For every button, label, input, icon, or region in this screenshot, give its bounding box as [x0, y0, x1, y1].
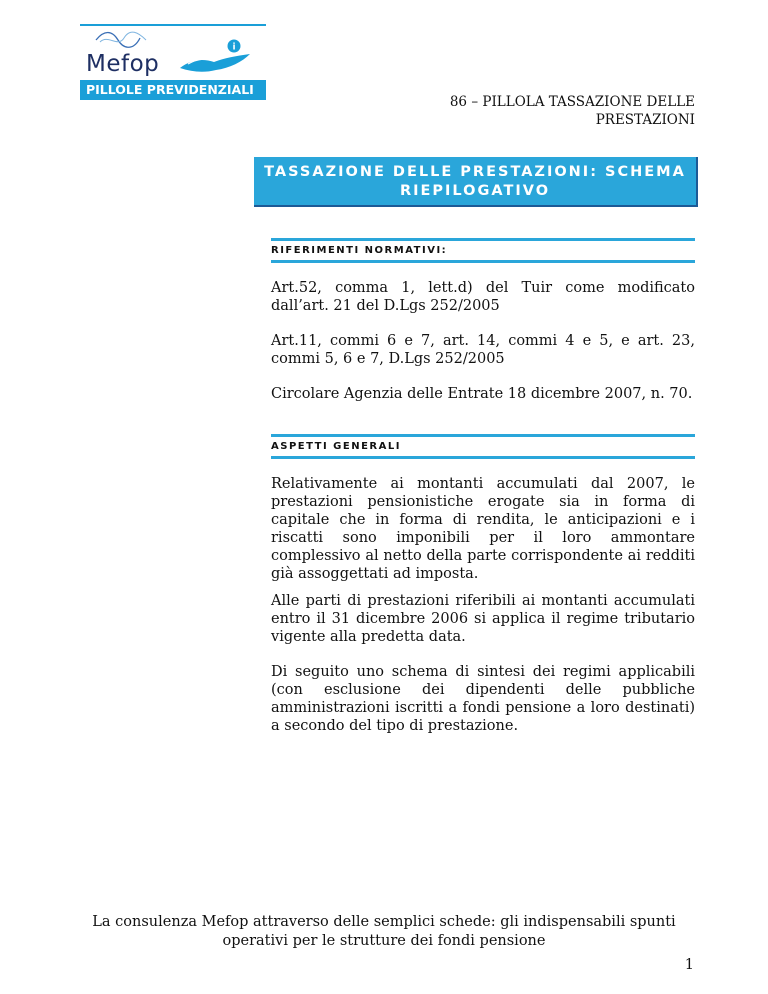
logo-wordmark: Mefop [86, 51, 160, 77]
page-number: 1 [684, 957, 694, 973]
mefop-logo [80, 24, 266, 100]
document-title-line: RIEPILOGATIVO [399, 183, 551, 199]
section-heading-general: ASPETTI GENERALI [271, 434, 695, 459]
reference-item: Circolare Agenzia delle Entrate 18 dicembre 2007, n. 70. [271, 386, 693, 402]
pill-title-line: PRESTAZIONI [595, 112, 695, 128]
page-footer [40, 913, 728, 951]
logo-top-rule [80, 24, 266, 26]
reference-item: Art.11, commi 6 e 7, art. 14, commi 4 e 5, e art. 23, commi 5, 6 e 7, D.Lgs 252/2005 [271, 333, 695, 367]
footer-line: operativi per le strutture dei fondi pensione [222, 933, 546, 949]
pill-title [375, 93, 695, 129]
logo-tagline-band: PILLOLE PREVIDENZIALI [80, 80, 266, 100]
hand-info-icon [178, 38, 256, 76]
section-heading-references: RIFERIMENTI NORMATIVI: [271, 238, 695, 263]
svg-text:i: i [232, 42, 236, 53]
document-title-banner [254, 157, 698, 207]
body-paragraph: Relativamente ai montanti accumulati dal 2007, le prestazioni pensionistiche erogate sia in forma di capitale che in forma di rendita, le anticipazioni e i riscatti sono imponibili per il loro ammontare complessivo al netto della parte corrispondente ai redditi già assoggettati ad imposta. [271, 476, 695, 582]
swirl-icon [90, 28, 160, 52]
reference-item: Art.52, comma 1, lett.d) del Tuir come modificato dall’art. 21 del D.Lgs 252/2005 [271, 280, 695, 314]
footer-line: La consulenza Mefop attraverso delle semplici schede: gli indispensabili spunti [92, 914, 676, 930]
body-paragraph: Di seguito uno schema di sintesi dei regimi applicabili (con esclusione dei dipendenti delle pubbliche amministrazioni iscritti a fondi pensione a loro destinati) a secondo del tipo di prestazione. [271, 664, 695, 734]
body-paragraph: Alle parti di prestazioni riferibili ai montanti accumulati entro il 31 dicembre 2006 si applica il regime tributario vigente alla predetta data. [271, 593, 695, 645]
document-title-line: TASSAZIONE DELLE PRESTAZIONI: SCHEMA [264, 164, 686, 180]
pill-title-line: 86 – PILLOLA TASSAZIONE DELLE [449, 94, 695, 110]
